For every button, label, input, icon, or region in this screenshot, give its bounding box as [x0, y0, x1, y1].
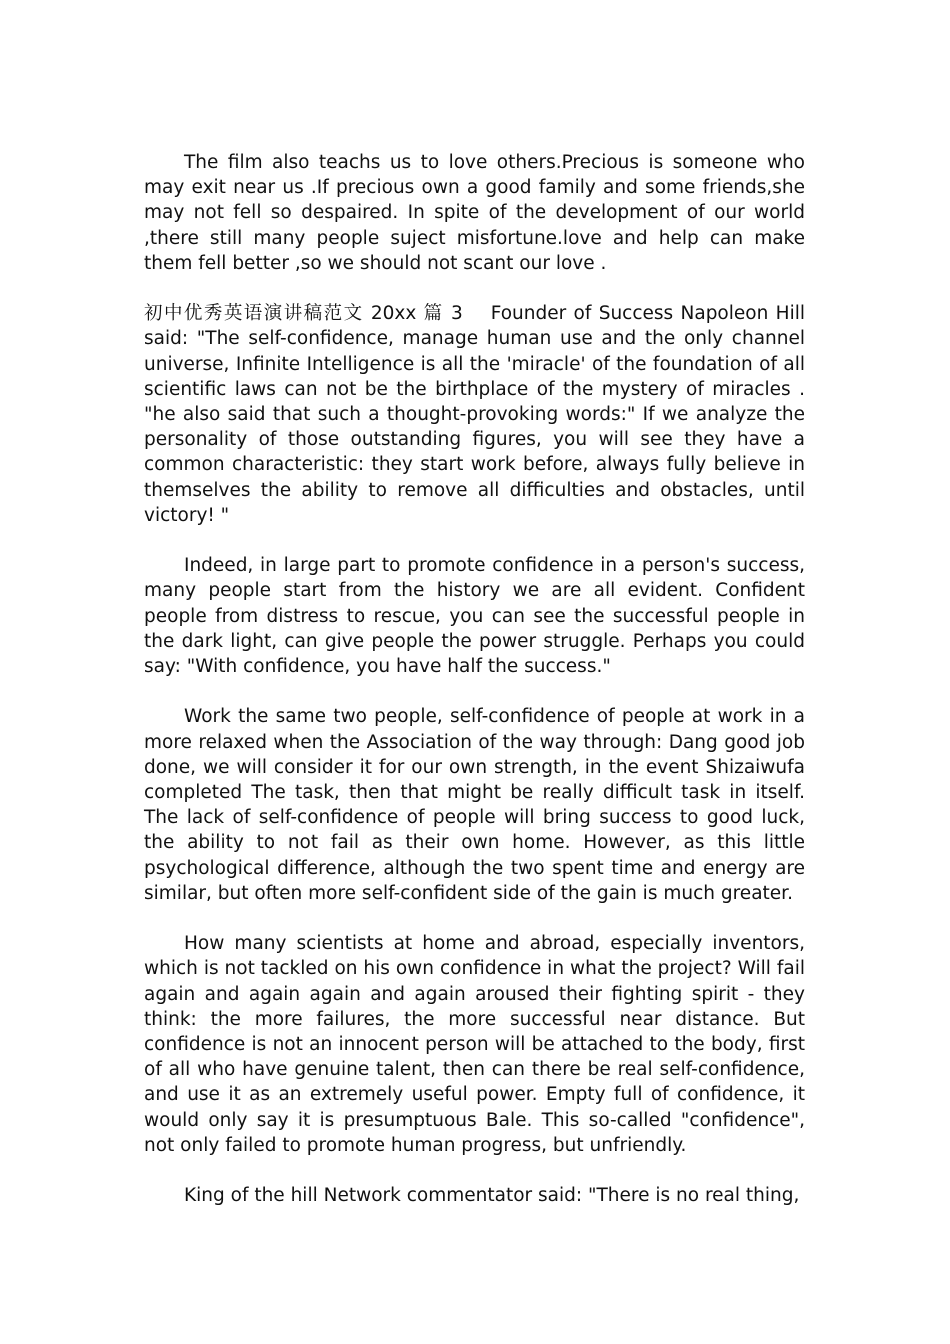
paragraph-speech-3-intro [144, 301, 805, 528]
paragraph-napoleon-hill-quote: Founder of Success Napoleon Hill said: "The self-confidence, manage human use and the only channel universe, Infinite Intelligence is all the 'miracle' of the foundation of all scientific laws can not be the birthplace of the mystery of miracles . "he also said that such a thought-provoking words:" If we analyze the personality of those outstanding figures, you will see they have a common characteristic: they start work before, always fully believe in themselves the ability to remove all difficulties and obstacles, until victory! " [144, 303, 805, 526]
paragraph-two-people-work: Work the same two people, self-confidence of people at work in a more relaxed when the Association of the way through: Dang good job done, we will consider it for our own strength, in the event Shizaiwufa completed The task, then that might be really difficult task in itself. The lack of self-confidence of people will bring success to good luck, the ability to not fail as their own home. However, as this little psychological difference, although the two spent time and energy are similar, but often more self-confident side of the gain is much greater. [144, 706, 805, 904]
paragraph-scientists-inventors: How many scientists at home and abroad, especially inventors, which is not tackled on his own confidence in what the project? Will fail again and again again and again aroused their fighting spirit - they think: the more failures, the more successful near distance. But confidence is not an innocent person will be attached to the body, first of all who have genuine talent, then can there be real self-confidence, and use it as an extremely useful power. Empty full of confidence, it would only say it is presumptuous Bale. This so-called "confidence", not only failed to promote human progress, but unfriendly. [144, 933, 805, 1156]
section-heading: 初中优秀英语演讲稿范文 20xx 篇 3 [144, 303, 463, 325]
document-body [144, 150, 805, 1208]
paragraph-confidence-success: Indeed, in large part to promote confidence in a person's success, many people start from the history we are all evident. Confident people from distress to rescue, you can see the successful people in the dark light, can give people the power struggle. Perhaps you could say: "With confidence, you have half the success." [144, 555, 805, 678]
paragraph-commentator-quote: King of the hill Network commentator said: "There is no real thing, [184, 1185, 800, 1207]
paragraph-film-love-others: The film also teachs us to love others.Precious is someone who may exit near us .If precious own a good family and some friends,she may not fell so despaired. In spite of the development of our world ,there still many people suject misfortune.love and help can make them fell better ,so we should not scant our love . [144, 152, 805, 274]
